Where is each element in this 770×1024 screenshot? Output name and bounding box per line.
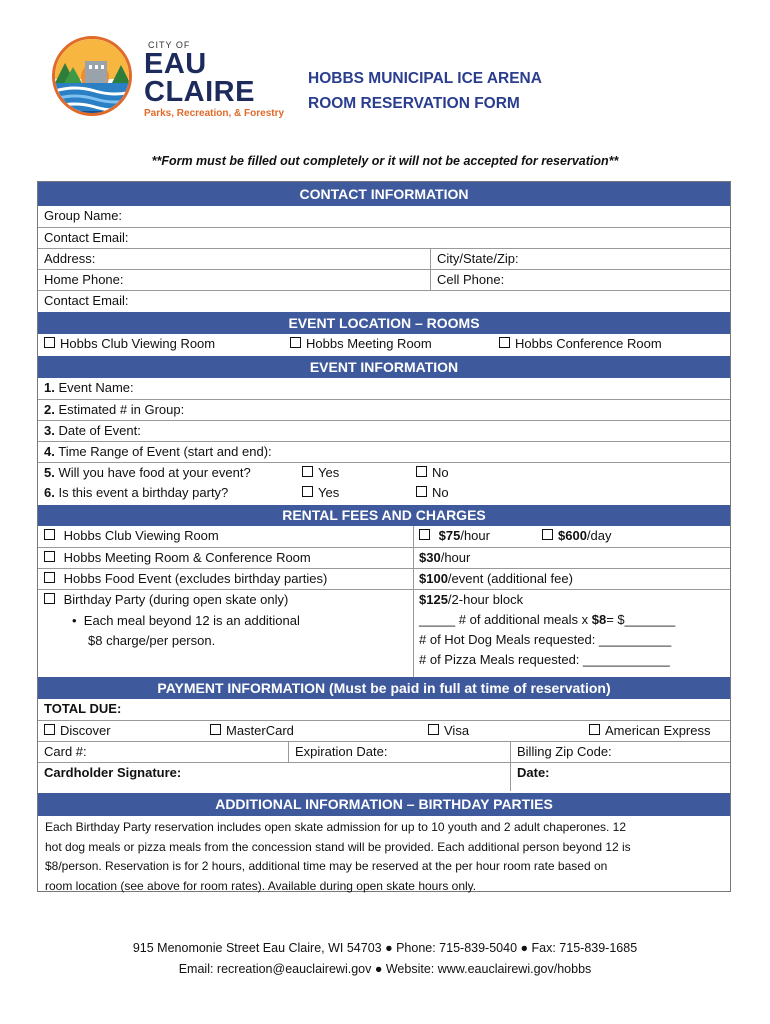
cardholder-signature-field[interactable]: Cardholder Signature:: [44, 765, 182, 780]
location-option-club[interactable]: [38, 334, 215, 356]
pizza-meals-line[interactable]: # of Pizza Meals requested: ____________: [419, 652, 670, 667]
location-option-club-label: Hobbs Club Viewing Room: [60, 336, 216, 351]
hotdog-meals-line[interactable]: # of Hot Dog Meals requested: __________: [419, 632, 672, 647]
card-number-field[interactable]: Card #:: [44, 744, 87, 759]
birthday-no-label: No: [432, 485, 449, 500]
price-600-unit: /day: [586, 528, 612, 543]
info-line-3: $8/person. Reservation is for 2 hours, additional time may be reserved at the per hour room rate based on: [45, 859, 608, 873]
section-header-payment: PAYMENT INFORMATION (Must be paid in full at time of reservation): [38, 677, 730, 699]
section-header-location: EVENT LOCATION – ROOMS: [38, 312, 730, 334]
price-100: $100: [419, 571, 448, 586]
signature-date-field[interactable]: Date:: [510, 763, 730, 791]
total-due-label: TOTAL DUE:: [44, 701, 122, 716]
discover-label: Discover: [60, 723, 111, 738]
checkbox-icon[interactable]: [428, 724, 439, 735]
logo-emblem: [52, 36, 132, 116]
q3-label: Date of Event:: [58, 423, 141, 438]
event-date-field[interactable]: [38, 421, 730, 442]
card-option-discover[interactable]: [38, 721, 111, 742]
info-line-4: room location (see above for room rates). Available during open skate hours only.: [45, 878, 477, 893]
info-line-2: hot dog meals or pizza meals from the concession stand will be provided. Each additional person beyond 12 is: [45, 839, 631, 854]
fee-item-club[interactable]: [38, 526, 219, 547]
title-line2: ROOM RESERVATION FORM: [308, 95, 520, 112]
section-header-event: EVENT INFORMATION: [38, 356, 730, 378]
event-row-1: [38, 378, 730, 399]
q4-label: Time Range of Event (start and end):: [58, 444, 272, 459]
logo: [52, 36, 292, 128]
group-name-field[interactable]: Group Name:: [44, 208, 123, 223]
checkbox-icon[interactable]: [499, 337, 510, 348]
card-option-amex[interactable]: [583, 721, 710, 742]
fee-item-club-label: Hobbs Club Viewing Room: [63, 528, 219, 543]
price-75: $75: [438, 528, 461, 543]
q5-label: Will you have food at your event?: [58, 465, 251, 480]
checkbox-icon[interactable]: [44, 337, 55, 348]
fee-price-club-day[interactable]: [536, 526, 612, 547]
fee-item-meeting[interactable]: [38, 548, 311, 569]
checkbox-icon[interactable]: [210, 724, 221, 735]
time-range-field[interactable]: [38, 442, 730, 463]
event-name-field[interactable]: [38, 378, 730, 399]
event-row-5: [38, 462, 730, 484]
food-question: [38, 463, 251, 484]
info-line-1: Each Birthday Party reservation includes open skate admission for up to 10 youth and 2 adult chaperones. 12: [45, 820, 627, 834]
q1-number: 1.: [44, 380, 55, 395]
checkbox-icon[interactable]: [542, 529, 553, 540]
event-row-3: [38, 420, 730, 442]
price-125: $125: [419, 592, 448, 607]
food-yes-label: Yes: [318, 465, 340, 480]
bullet-line-1: [72, 611, 300, 631]
price-125-line: [419, 590, 675, 610]
fee-price-meeting: [413, 548, 470, 569]
group-size-field[interactable]: [38, 400, 730, 421]
location-row: [38, 334, 730, 356]
meals-post: = $_______: [606, 612, 676, 627]
fee-price-club-hour[interactable]: [413, 526, 490, 547]
reservation-form: [37, 181, 731, 892]
birthday-no-option[interactable]: [410, 483, 449, 504]
contact-row-email2: [38, 290, 730, 313]
form-title: [308, 66, 542, 116]
payment-row-card-details: [38, 741, 730, 763]
address-field[interactable]: Address:: [44, 251, 96, 266]
card-option-visa[interactable]: [422, 721, 469, 742]
location-option-conference-label: Hobbs Conference Room: [515, 336, 662, 351]
q1-label: Event Name:: [58, 380, 134, 395]
food-no-option[interactable]: [410, 463, 449, 484]
payment-row-signature: [38, 762, 730, 791]
footer-address-line: 915 Menomonie Street Eau Claire, WI 54703 ● Phone: 715-839-5040 ● Fax: 715-839-1685: [132, 941, 638, 955]
bullet-line-2: $8 charge/per person.: [88, 633, 216, 648]
q5-number: 5.: [44, 465, 55, 480]
expiration-date-field[interactable]: Expiration Date:: [288, 742, 510, 763]
logo-emblem-art: [55, 39, 132, 116]
price-30-unit: /hour: [440, 550, 471, 565]
fee-price-food: [413, 569, 573, 590]
birthday-yes-label: Yes: [318, 485, 340, 500]
birthday-bullet-note: [66, 611, 300, 651]
contact-row-phone: [38, 269, 730, 291]
location-option-meeting[interactable]: [284, 334, 432, 356]
checkbox-icon[interactable]: [44, 572, 55, 583]
form-note: **Form must be filled out completely or it will not be accepted for reservation**: [151, 154, 619, 168]
price-30: $30: [419, 550, 441, 565]
contact-email-field[interactable]: Contact Email:: [44, 230, 129, 245]
checkbox-icon[interactable]: [302, 466, 313, 477]
birthday-question: [38, 483, 228, 504]
payment-row-cards: [38, 720, 730, 742]
fee-item-birthday[interactable]: [38, 590, 288, 610]
location-option-conference[interactable]: [493, 334, 662, 356]
visa-label: Visa: [444, 723, 470, 738]
fees-row-2: [38, 547, 730, 569]
food-no-label: No: [432, 465, 449, 480]
logo-tagline: Parks, Recreation, & Forestry: [144, 108, 285, 119]
contact-row-group: [38, 206, 730, 227]
meals-pre: _____ # of additional meals x: [419, 612, 592, 627]
section-header-fees: RENTAL FEES AND CHARGES: [38, 505, 730, 526]
logo-wordmark: [144, 50, 255, 106]
checkbox-icon[interactable]: [44, 724, 55, 735]
q6-number: 6.: [44, 485, 55, 500]
home-phone-field[interactable]: Home Phone:: [44, 272, 124, 287]
fees-row-4: [38, 589, 730, 678]
amex-label: American Express: [605, 723, 711, 738]
contact-email-field-2[interactable]: Contact Email:: [44, 293, 129, 308]
contact-row-email: [38, 227, 730, 249]
food-yes-option[interactable]: [296, 463, 339, 484]
meals-amount: $8: [591, 612, 607, 627]
logo-city-of: CITY OF: [148, 40, 191, 50]
checkbox-icon[interactable]: [416, 466, 427, 477]
mastercard-label: MasterCard: [226, 723, 294, 738]
logo-line-eau: EAU: [144, 48, 207, 80]
cell-phone-field[interactable]: Cell Phone:: [430, 270, 730, 291]
fees-row-1: [38, 526, 730, 547]
city-state-zip-field[interactable]: City/State/Zip:: [430, 249, 730, 270]
title-line1: HOBBS MUNICIPAL ICE ARENA: [308, 70, 542, 87]
section-header-contact: CONTACT INFORMATION: [38, 182, 730, 206]
section-header-additional: ADDITIONAL INFORMATION – BIRTHDAY PARTIES: [38, 793, 730, 816]
card-option-mastercard[interactable]: [204, 721, 294, 742]
checkbox-icon[interactable]: [589, 724, 600, 735]
additional-meals-line[interactable]: [419, 610, 675, 630]
checkbox-icon[interactable]: [290, 337, 301, 348]
footer: [0, 938, 770, 980]
fee-item-food-label: Hobbs Food Event (excludes birthday parties): [63, 571, 328, 586]
footer-contact-line: Email: recreation@eauclairewi.gov ● Website: www.eauclairewi.gov/hobbs: [178, 962, 592, 976]
checkbox-icon[interactable]: [44, 593, 55, 604]
contact-row-address: [38, 248, 730, 270]
bullet-line-1-text: Each meal beyond 12 is an additional: [83, 613, 300, 628]
fee-item-birthday-label: Birthday Party (during open skate only): [63, 592, 289, 607]
event-row-6: [38, 483, 730, 504]
billing-zip-field[interactable]: Billing Zip Code:: [510, 742, 730, 763]
fees-row-3: [38, 568, 730, 590]
birthday-yes-option[interactable]: [296, 483, 339, 504]
price-600: $600: [558, 528, 587, 543]
price-75-unit: /hour: [460, 528, 490, 543]
checkbox-icon[interactable]: [302, 486, 313, 497]
q4-number: 4.: [44, 444, 55, 459]
q2-label: Estimated # in Group:: [58, 402, 185, 417]
checkbox-icon[interactable]: [44, 551, 55, 562]
logo-line-claire: CLAIRE: [144, 76, 255, 108]
q2-number: 2.: [44, 402, 55, 417]
location-option-meeting-label: Hobbs Meeting Room: [306, 336, 432, 351]
price-100-unit: /event (additional fee): [447, 571, 573, 586]
birthday-pricing: [413, 590, 675, 670]
payment-row-total: [38, 699, 730, 720]
event-row-2: [38, 399, 730, 421]
checkbox-icon[interactable]: [416, 486, 427, 497]
birthday-info-paragraph: [45, 818, 725, 896]
checkbox-icon[interactable]: [419, 529, 430, 540]
fee-item-food[interactable]: [38, 569, 327, 590]
fee-item-meeting-label: Hobbs Meeting Room & Conference Room: [63, 550, 311, 565]
q3-number: 3.: [44, 423, 55, 438]
event-row-4: [38, 441, 730, 463]
q6-label: Is this event a birthday party?: [58, 485, 229, 500]
checkbox-icon[interactable]: [44, 529, 55, 540]
bullet-dot-icon: •: [72, 613, 77, 628]
price-125-unit: /2-hour block: [447, 592, 524, 607]
